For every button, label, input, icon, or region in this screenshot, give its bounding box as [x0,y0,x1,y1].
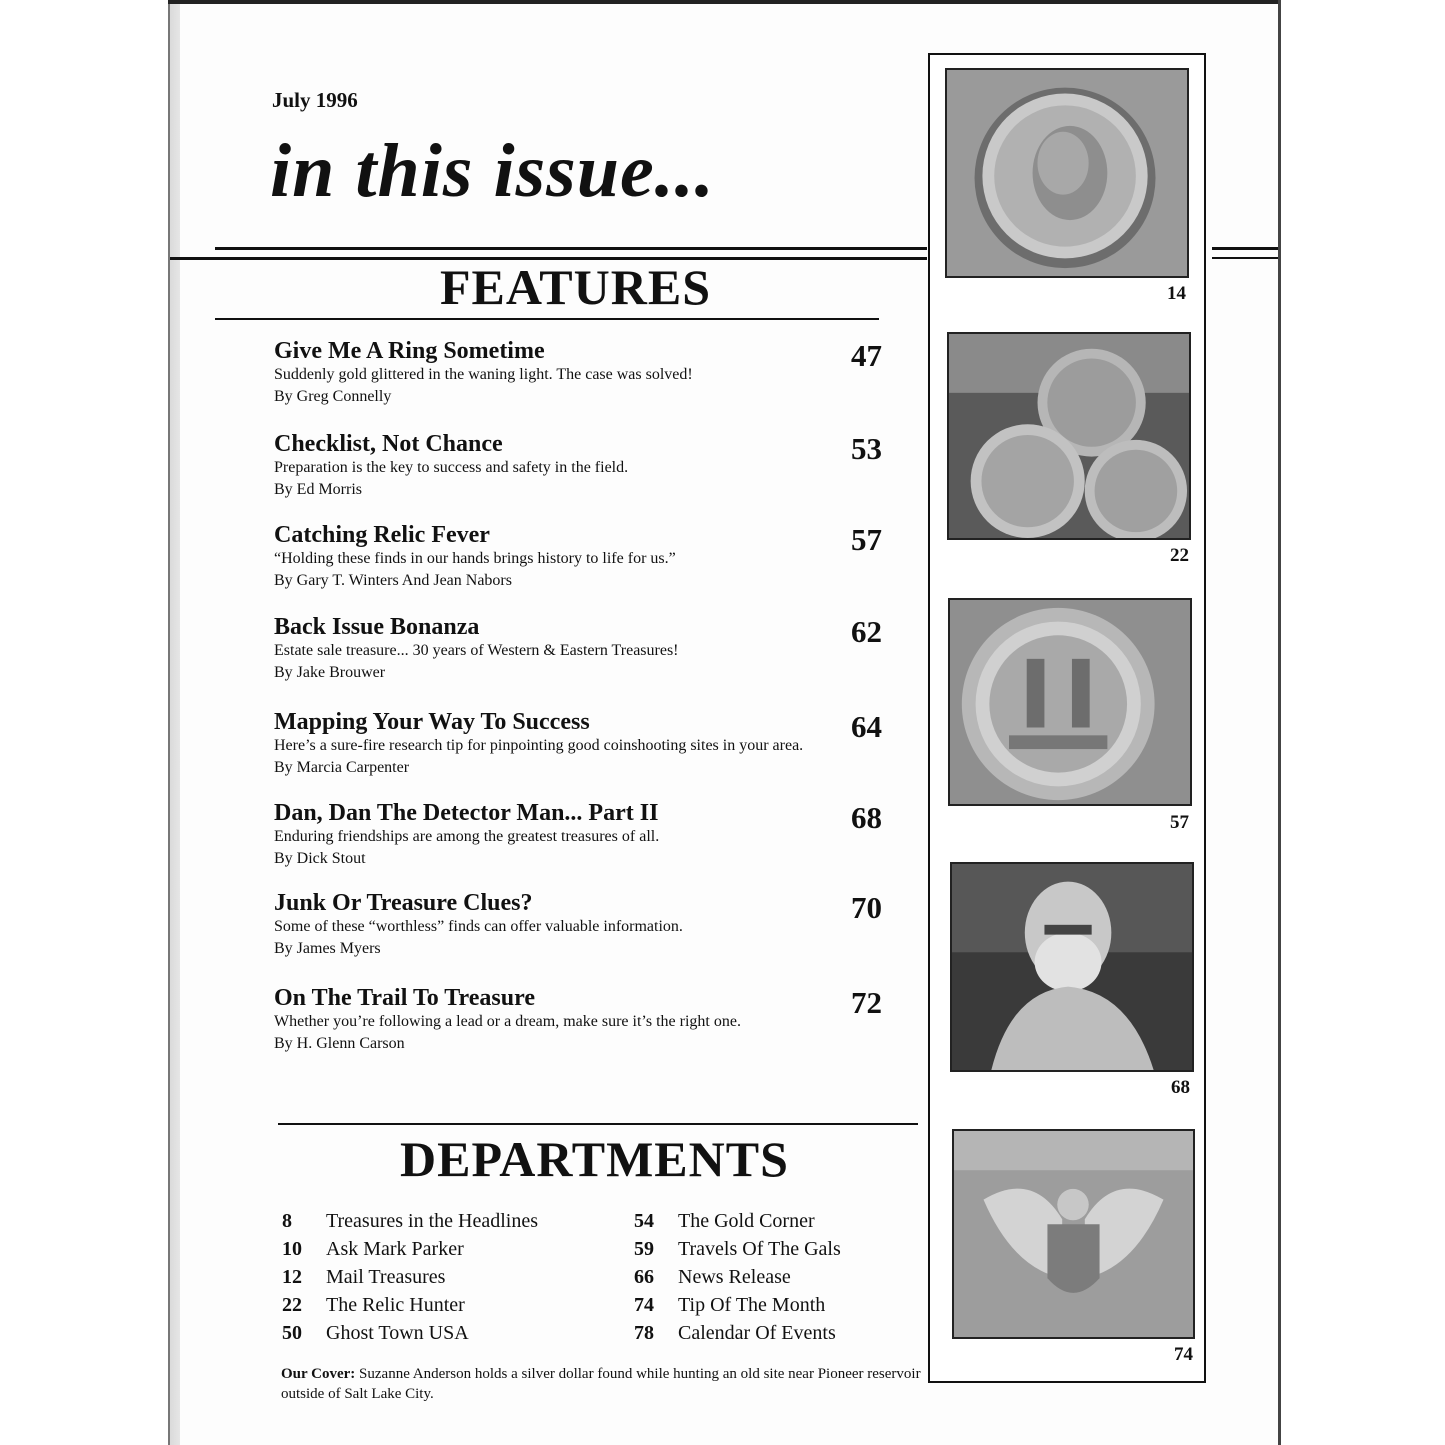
eagle-insignia-photo[interactable] [952,1129,1195,1339]
department-item[interactable] [282,1235,538,1263]
department-name: News Release [678,1266,791,1288]
coin-image [947,70,1187,276]
department-page: 22 [282,1294,302,1316]
cover-note-label: Our Cover: [281,1366,356,1382]
article-title: Catching Relic Fever [274,522,490,548]
article-description: Whether you’re following a lead or a dream, make sure it’s the right one. [274,1013,741,1030]
features-rule [215,318,879,320]
feature-article[interactable] [274,985,894,1055]
department-item[interactable] [282,1291,538,1319]
article-description: Preparation is the key to success and safety in the field. [274,459,629,476]
department-page: 50 [282,1322,302,1344]
article-author: By Gary T. Winters And Jean Nabors [274,572,512,589]
article-page-number: 64 [851,709,882,744]
department-name: Treasures in the Headlines [326,1210,538,1232]
article-author: By Ed Morris [274,481,362,498]
features-heading: FEATURES [440,259,712,315]
article-description: Suddenly gold glittered in the waning light. The case was solved! [274,366,693,383]
department-name: Travels Of The Gals [678,1238,841,1260]
portrait-image [952,864,1192,1070]
cover-note-text: Suzanne Anderson holds a silver dollar found while hunting an old site near Pioneer reservoir outside of Salt Lake City. [281,1366,921,1402]
photo-caption: 22 [1170,545,1189,566]
department-name: Tip Of The Month [678,1294,826,1316]
department-page: 66 [634,1266,654,1288]
feature-article[interactable] [274,522,894,592]
department-item[interactable] [282,1319,538,1347]
department-item[interactable] [634,1235,841,1263]
article-page-number: 57 [851,522,882,557]
masthead-title: in this issue... [270,129,715,213]
department-page: 12 [282,1266,302,1288]
issue-date: July 1996 [272,88,358,112]
department-page: 8 [282,1210,292,1232]
portrait-photo[interactable] [950,862,1194,1072]
article-page-number: 62 [851,614,882,649]
article-author: By Greg Connelly [274,388,392,405]
department-page: 78 [634,1322,654,1344]
masthead-rule-right [1212,247,1278,250]
department-item[interactable] [634,1291,841,1319]
department-item[interactable] [634,1319,841,1347]
department-name: The Relic Hunter [326,1294,465,1316]
department-item[interactable] [282,1263,538,1291]
article-title: Checklist, Not Chance [274,431,503,457]
article-title: Mapping Your Way To Success [274,709,590,735]
departments-rule [278,1123,918,1125]
article-description: Estate sale treasure... 30 years of Western & Eastern Treasures! [274,642,679,659]
cover-note [281,1364,921,1404]
article-author: By Dick Stout [274,850,366,867]
masthead-rule-right-2 [1212,257,1278,259]
article-page-number: 68 [851,800,882,835]
photo-caption: 57 [1170,812,1189,833]
department-item[interactable] [282,1207,538,1235]
department-item[interactable] [634,1263,841,1291]
photo-caption: 74 [1174,1344,1193,1365]
eagle-insignia-image [954,1131,1193,1337]
article-page-number: 70 [851,890,882,925]
page-right-border [1278,0,1281,1445]
page-top-border [168,0,1280,4]
feature-article[interactable] [274,890,894,960]
article-description: Enduring friendships are among the greatest treasures of all. [274,828,660,845]
departments-right-column [634,1207,841,1347]
article-title: Back Issue Bonanza [274,614,480,640]
department-page: 59 [634,1238,654,1260]
feature-article[interactable] [274,338,894,408]
feature-article[interactable] [274,431,894,501]
article-author: By James Myers [274,940,381,957]
department-item[interactable] [634,1207,841,1235]
article-author: By Jake Brouwer [274,664,386,681]
masthead-rule-top [215,247,927,250]
coin-photo[interactable] [945,68,1189,278]
article-page-number: 72 [851,985,882,1020]
article-title: On The Trail To Treasure [274,985,535,1011]
article-title: Junk Or Treasure Clues? [274,890,533,916]
department-name: The Gold Corner [678,1210,815,1232]
article-author: By H. Glenn Carson [274,1035,405,1052]
departments-heading: DEPARTMENTS [400,1131,789,1187]
button-image [950,600,1190,804]
article-page-number: 47 [851,338,882,373]
department-page: 74 [634,1294,654,1316]
coins-photo[interactable] [947,332,1191,540]
article-description: Here’s a sure-fire research tip for pinpointing good coinshooting sites in your area. [274,737,804,754]
coins-image [949,334,1189,538]
article-title: Give Me A Ring Sometime [274,338,545,364]
page-gutter-line [168,0,170,1445]
departments-left-column [282,1207,538,1347]
photo-caption: 68 [1171,1077,1190,1098]
button-photo[interactable] [948,598,1192,806]
department-name: Ask Mark Parker [326,1238,464,1260]
feature-article[interactable] [274,800,894,870]
feature-article[interactable] [274,709,894,779]
feature-article[interactable] [274,614,894,684]
article-description: Some of these “worthless” finds can offer valuable information. [274,918,683,935]
photo-caption: 14 [1167,283,1186,304]
department-name: Ghost Town USA [326,1322,469,1344]
department-name: Mail Treasures [326,1266,446,1288]
department-page: 10 [282,1238,302,1260]
department-page: 54 [634,1210,654,1232]
article-author: By Marcia Carpenter [274,759,410,776]
article-title: Dan, Dan The Detector Man... Part II [274,800,659,826]
article-description: “Holding these finds in our hands brings history to life for us.” [274,550,676,567]
article-page-number: 53 [851,431,882,466]
department-name: Calendar Of Events [678,1322,836,1344]
